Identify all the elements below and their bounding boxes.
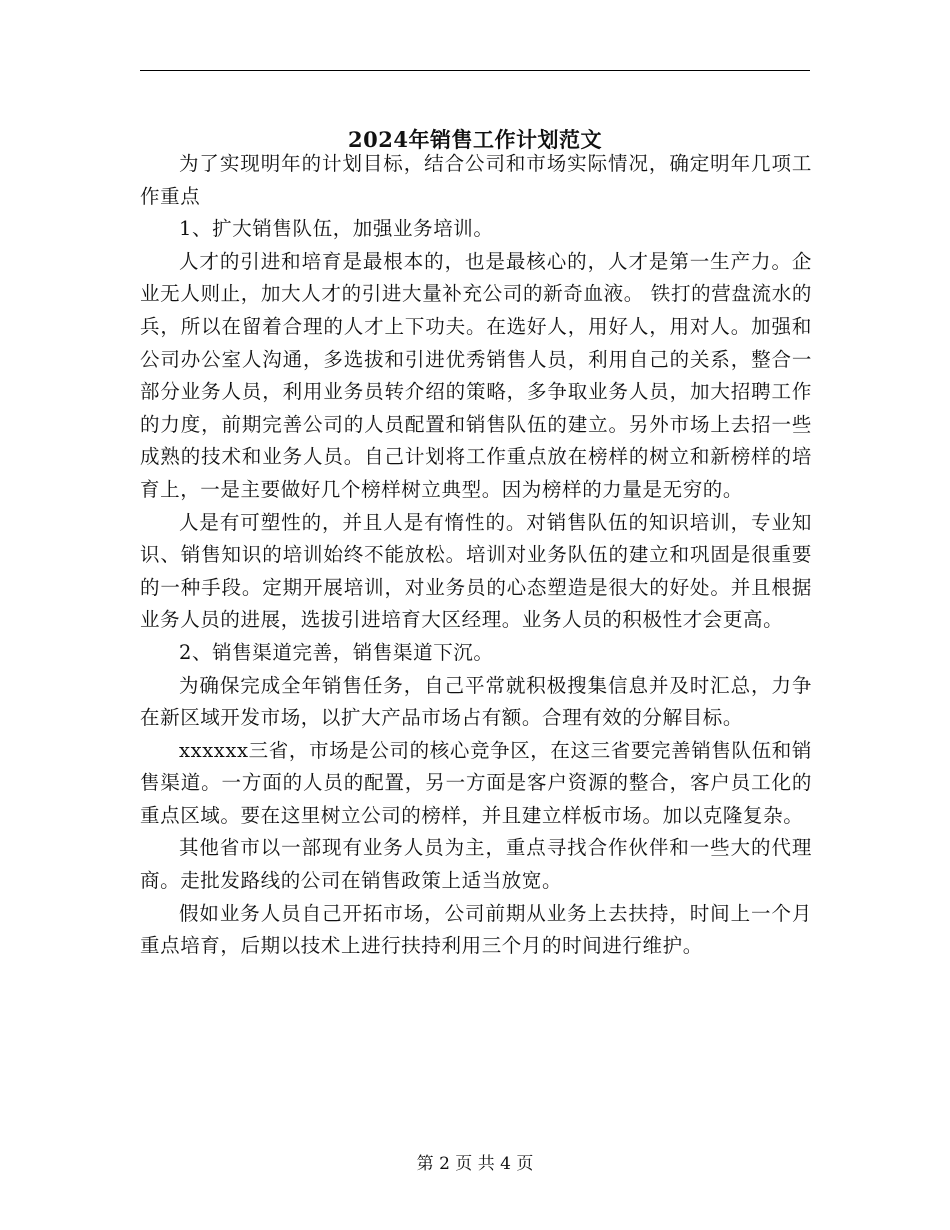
header-rule <box>140 70 810 71</box>
paragraph-training: 人是有可塑性的，并且人是有惰性的。对销售队伍的知识培训，专业知识、销售知识的培训始终不能放松。培训对业务队伍的建立和巩固是很重要的一种手段。定期开展培训，对业务员的心态塑造是很大的好处。并且根据业务人员的进展，选拔引进培育大区经理。业务人员的积极性才会更高。 <box>140 510 812 632</box>
document-body <box>140 148 812 963</box>
paragraph-intro: 为了实现明年的计划目标，结合公司和市场实际情况，确定明年几项工作重点 <box>140 152 812 208</box>
paragraph-core-region: xxxxxx三省，市场是公司的核心竞争区，在这三省要完善销售队伍和销售渠道。一方面的人员的配置，另一方面是客户资源的整合，客户员工化的重点区域。要在这里树立公司的榜样，并且建立样板市场。加以克隆复杂。 <box>140 738 812 827</box>
section-heading-2: 2、销售渠道完善，销售渠道下沉。 <box>179 640 494 664</box>
paragraph-talent: 人才的引进和培育是最根本的，也是最核心的，人才是第一生产力。企业无人则止，加大人才的引进大量补充公司的新奇血液。 铁打的营盘流水的兵，所以在留着合理的人才上下功夫。在选好人，用好人，用对人。加强和公司办公室人沟通，多选拔和引进优秀销售人员，利用自己的关系，整合一部分业务人员，利用业务员转介绍的策略，多争取业务人员，加大招聘工作的力度，前期完善公司的人员配置和销售队伍的建立。另外市场上去招一些成熟的技术和业务人员。自己计划将工作重点放在榜样的树立和新榜样的培育上，一是主要做好几个榜样树立典型。因为榜样的力量是无穷的。 <box>140 249 812 501</box>
paragraph-other-provinces: 其他省市以一部现有业务人员为主，重点寻找合作伙伴和一些大的代理商。走批发路线的公司在销售政策上适当放宽。 <box>140 836 812 893</box>
document-title: 2024年销售工作计划范文 <box>348 127 602 153</box>
page-footer: 第 2 页 共 4 页 <box>416 1154 534 1174</box>
paragraph-market-support: 假如业务人员自己开拓市场，公司前期从业务上去扶持，时间上一个月重点培育，后期以技术上进行扶持利用三个月的时间进行维护。 <box>140 901 812 958</box>
section-heading-1: 1、扩大销售队伍，加强业务培训。 <box>179 217 494 241</box>
paragraph-sales-target: 为确保完成全年销售任务，自己平常就积极搜集信息并及时汇总，力争在新区域开发市场，以扩大产品市场占有额。合理有效的分解目标。 <box>140 673 812 730</box>
